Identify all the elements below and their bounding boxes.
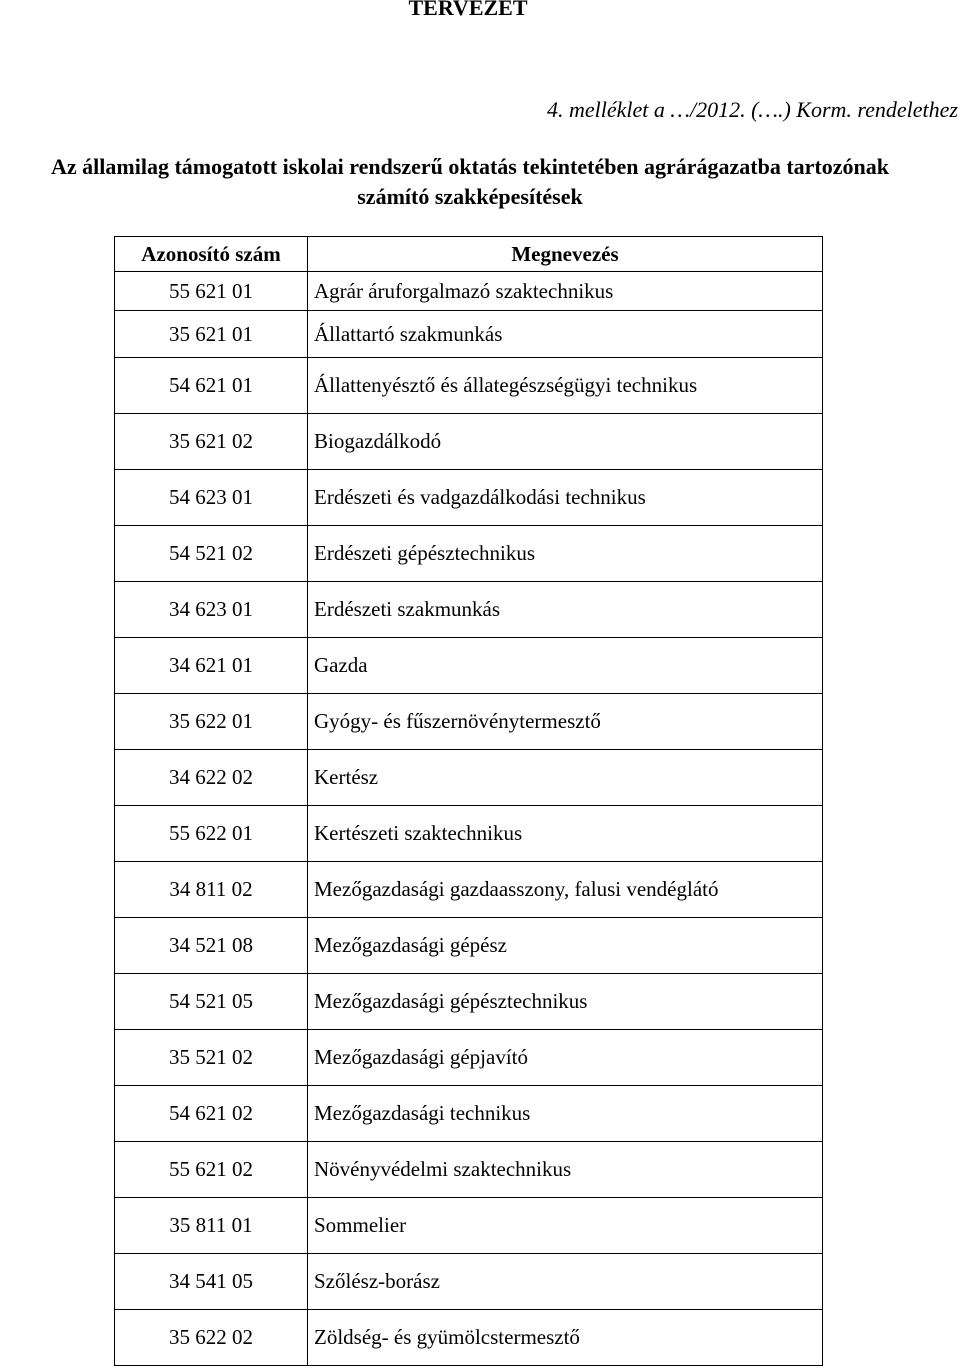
qualification-name-cell: Állattartó szakmunkás [308,311,823,358]
qualification-name-cell: Biogazdálkodó [308,414,823,470]
qualification-id-cell: 54 521 02 [115,526,308,582]
qualification-id-cell: 54 623 01 [115,470,308,526]
qualification-id-cell: 54 621 01 [115,358,308,414]
table-row [115,638,823,694]
qualification-name-cell: Mezőgazdasági technikus [308,1086,823,1142]
table-row [115,862,823,918]
qualification-name-cell: Erdészeti gépésztechnikus [308,526,823,582]
table-row [115,311,823,358]
qualifications-table [114,236,823,1366]
table-row [115,750,823,806]
table-body [115,272,823,1366]
table-row [115,414,823,470]
qualification-name-cell: Szőlész-borász [308,1254,823,1310]
qualification-name-cell: Mezőgazdasági gazdaasszony, falusi vendéglátó [308,862,823,918]
qualification-name-cell: Állattenyésztő és állategészségügyi technikus [308,358,823,414]
qualification-id-cell: 54 521 05 [115,974,308,1030]
qualification-name-cell: Növényvédelmi szaktechnikus [308,1142,823,1198]
qualification-id-cell: 34 521 08 [115,918,308,974]
qualification-id-cell: 54 621 02 [115,1086,308,1142]
table-row [115,974,823,1030]
document-title-line-1: Az államilag támogatott iskolai rendszerű oktatás tekintetében agrárágazatba tartozónak [51,154,889,179]
table-header-row [115,237,823,272]
qualification-name-cell: Sommelier [308,1198,823,1254]
qualification-name-cell: Mezőgazdasági gépjavító [308,1030,823,1086]
table-row [115,470,823,526]
qualification-id-cell: 34 811 02 [115,862,308,918]
table-row [115,1142,823,1198]
qualification-id-cell: 34 541 05 [115,1254,308,1310]
table-row [115,694,823,750]
qualification-name-cell: Erdészeti és vadgazdálkodási technikus [308,470,823,526]
qualification-id-cell: 34 621 01 [115,638,308,694]
qualification-name-cell: Gazda [308,638,823,694]
qualification-id-cell: 35 621 02 [115,414,308,470]
table-row [115,1310,823,1366]
qualification-name-cell: Mezőgazdasági gépésztechnikus [308,974,823,1030]
qualification-id-cell: 35 811 01 [115,1198,308,1254]
table-row [115,1086,823,1142]
table-row [115,806,823,862]
qualification-name-cell: Mezőgazdasági gépész [308,918,823,974]
qualification-id-cell: 34 623 01 [115,582,308,638]
column-header-id: Azonosító szám [115,237,308,272]
table-row [115,272,823,311]
qualification-id-cell: 35 621 01 [115,311,308,358]
qualification-name-cell: Erdészeti szakmunkás [308,582,823,638]
qualification-name-cell: Zöldség- és gyümölcstermesztő [308,1310,823,1366]
qualification-name-cell: Gyógy- és fűszernövénytermesztő [308,694,823,750]
table-row [115,1030,823,1086]
document-title-line-2: számító szakképesítések [357,184,583,209]
table-row [115,526,823,582]
draft-label: TERVEZET [408,0,528,20]
document-title [0,152,940,212]
qualification-id-cell: 35 521 02 [115,1030,308,1086]
qualification-name-cell: Kertész [308,750,823,806]
table-row [115,582,823,638]
qualification-id-cell: 34 622 02 [115,750,308,806]
qualification-id-cell: 35 622 02 [115,1310,308,1366]
table-row [115,358,823,414]
column-header-name: Megnevezés [308,237,823,272]
annex-reference: 4. melléklet a …/2012. (….) Korm. rendelethez [547,97,958,122]
qualification-id-cell: 35 622 01 [115,694,308,750]
qualification-id-cell: 55 621 01 [115,272,308,311]
qualification-name-cell: Agrár áruforgalmazó szaktechnikus [308,272,823,311]
qualification-id-cell: 55 622 01 [115,806,308,862]
table-row [115,1254,823,1310]
table-row [115,1198,823,1254]
table-row [115,918,823,974]
qualification-name-cell: Kertészeti szaktechnikus [308,806,823,862]
qualification-id-cell: 55 621 02 [115,1142,308,1198]
